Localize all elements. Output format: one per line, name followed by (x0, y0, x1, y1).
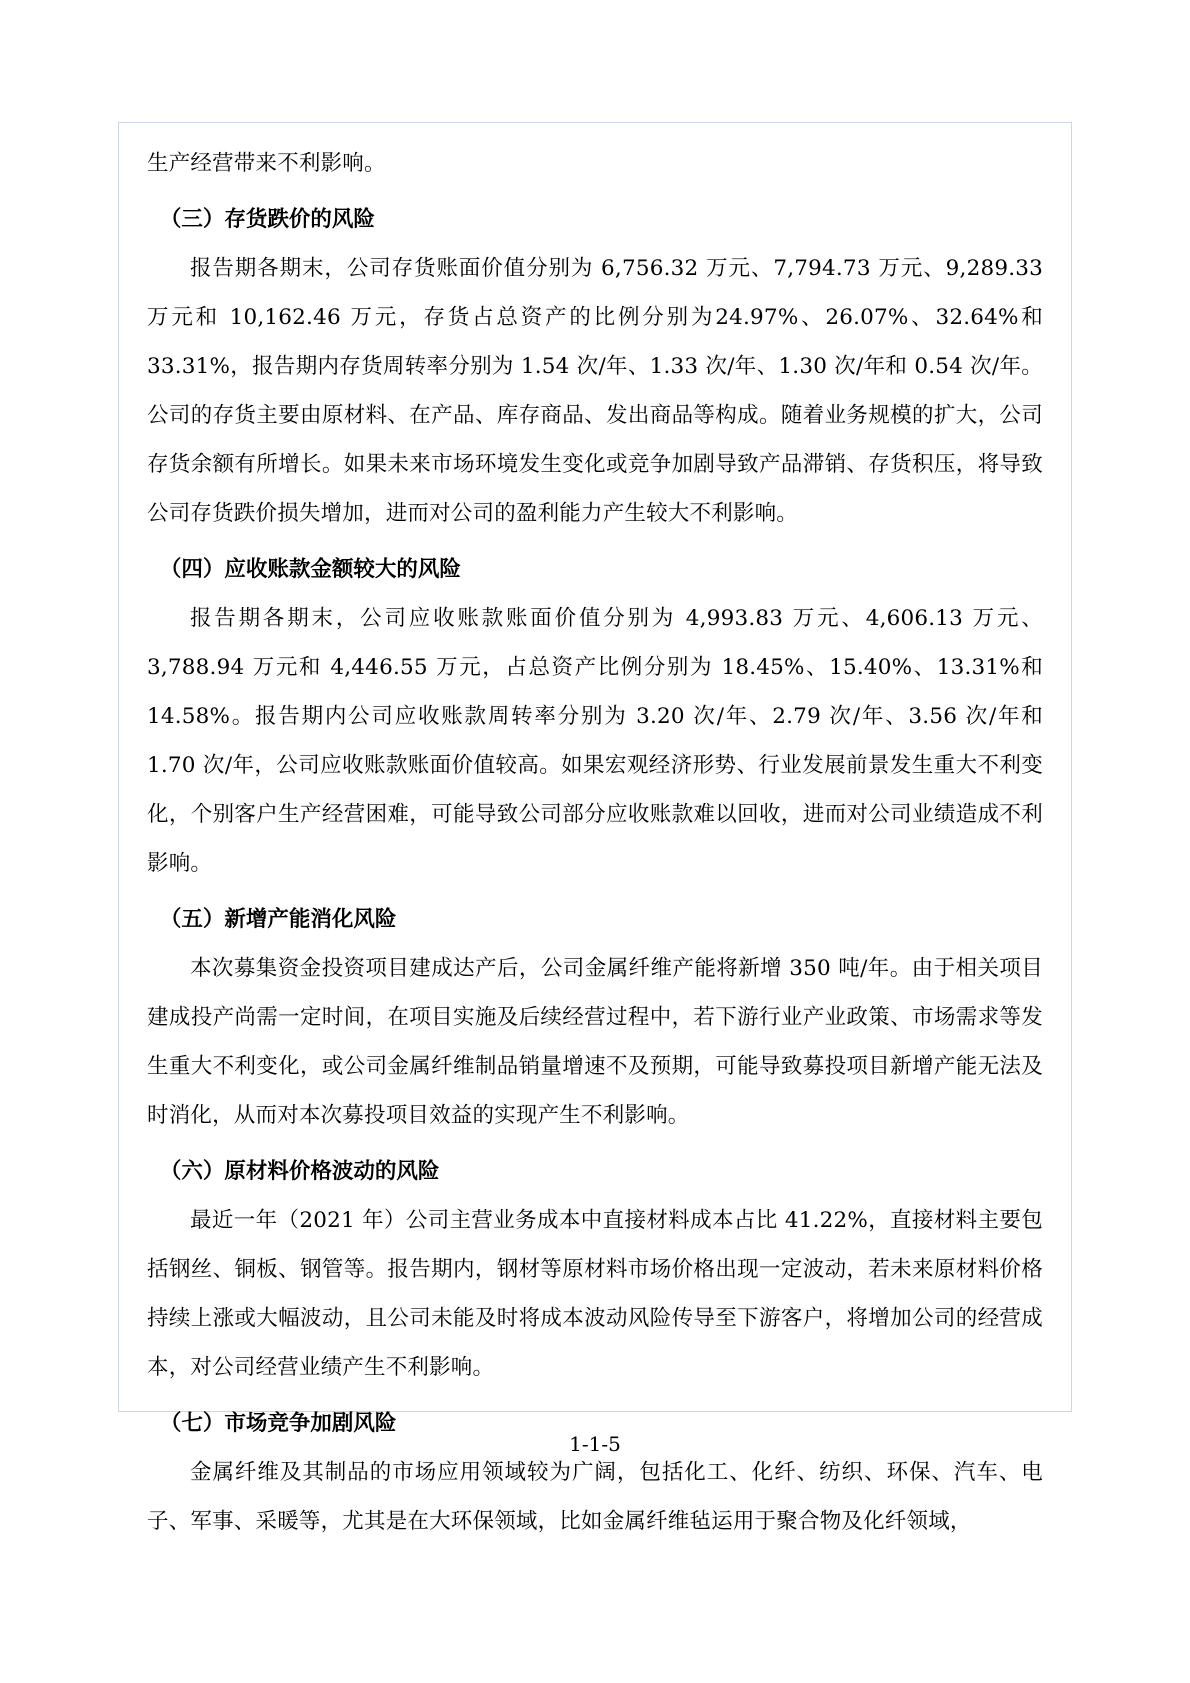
spacer (147, 1392, 1043, 1399)
paragraph-continued-intro: 生产经营带来不利影响。 (147, 151, 386, 176)
paragraph-new-capacity-absorption-risk: 本次募集资金投资项目建成达产后，公司金属纤维产能将新增 350 吨/年。由于相关项目建成投产尚需一定时间，在项目实施及后续经营过程中，若下游行业产业政策、市场需求等发生重大不利变化，或公司金属纤维制品销量增速不及预期，可能导致募投项目新增产能无法及时消化，从而对本次募投项目效益的实现产生不利影响。 (147, 956, 1043, 1128)
heading-accounts-receivable-risk: （四）应收账款金额较大的风险 (159, 557, 461, 582)
heading-inventory-impairment-risk: （三）存货跌价的风险 (159, 207, 375, 232)
page-number: 1-1-5 (569, 1432, 621, 1456)
paragraph-market-competition-risk: 金属纤维及其制品的市场应用领域较为广阔，包括化工、化纤、纺织、环保、汽车、电子、军事、采暖等，尤其是在大环保领域，比如金属纤维毡运用于聚合物及化纤领域， (147, 1460, 1043, 1534)
spacer (147, 888, 1043, 895)
heading-raw-material-price-risk: （六）原材料价格波动的风险 (159, 1159, 440, 1184)
paragraph-raw-material-price-risk: 最近一年（2021 年）公司主营业务成本中直接材料成本占比 41.22%，直接材料主要包括钢丝、铜板、钢管等。报告期内，钢材等原材料市场价格出现一定波动，若未来原材料价格持续上涨或大幅波动，且公司未能及时将成本波动风险传导至下游客户，将增加公司的经营成本，对公司经营业绩产生不利影响。 (147, 1208, 1043, 1380)
paragraph-inventory-impairment-risk: 报告期各期末，公司存货账面价值分别为 6,756.32 万元、7,794.73 万元、9,289.33 万元和 10,162.46 万元，存货占总资产的比例分别为24.97%、26.07%、32.64%和 33.31%，报告期内存货周转率分别为 1.54 次/年、1.33 次/年、1.30 次/年和 0.54 次/年。公司的存货主要由原材料、在产品、库存商品、发出商品等构成。随着业务规模的扩大，公司存货余额有所增长。如果未来市场环境发生变化或竞争加剧导致产品滞销、存货积压，将导致公司存货跌价损失增加，进而对公司的盈利能力产生较大不利影响。 (147, 256, 1043, 526)
spacer (147, 1140, 1043, 1147)
spacer (147, 188, 1043, 195)
heading-new-capacity-absorption-risk: （五）新增产能消化风险 (159, 907, 397, 932)
heading-market-competition-risk: （七）市场竞争加剧风险 (159, 1411, 397, 1436)
spacer (147, 538, 1043, 545)
paragraph-accounts-receivable-risk: 报告期各期末，公司应收账款账面价值分别为 4,993.83 万元、4,606.13 万元、3,788.94 万元和 4,446.55 万元，占总资产比例分别为 18.45%、15.40%、13.31%和 14.58%。报告期内公司应收账款周转率分别为 3.20 次/年、2.79 次/年、3.56 次/年和 1.70 次/年，公司应收账款账面价值较高。如果宏观经济形势、行业发展前景发生重大不利变化，个别客户生产经营困难，可能导致公司部分应收账款难以回收，进而对公司业绩造成不利影响。 (147, 606, 1043, 876)
